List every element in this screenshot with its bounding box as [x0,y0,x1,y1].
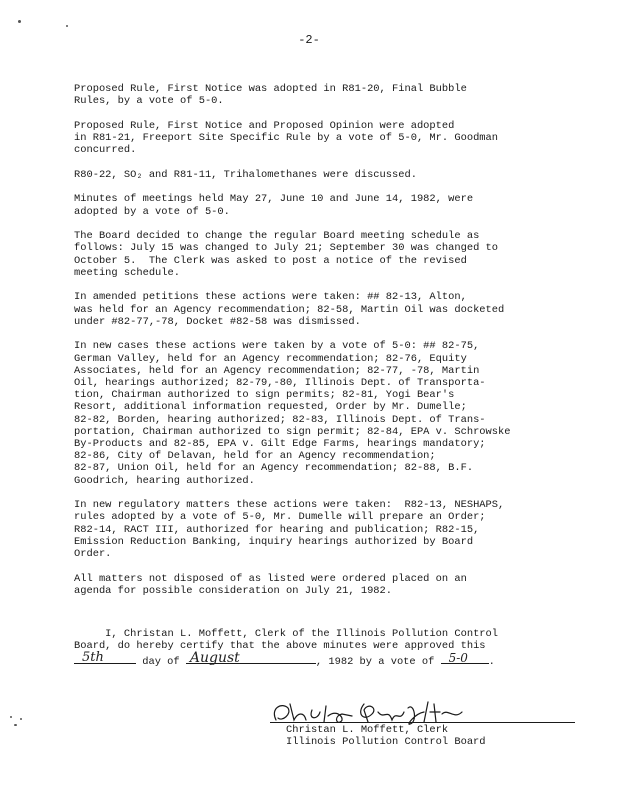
paragraph-line: tion, Chairman authorized to sign permits; 82-81, Yogi Bear's [74,389,455,402]
scan-speck [18,20,21,23]
vote-handwritten: 5-0 [448,651,468,666]
day-handwritten: 5th [82,650,104,666]
paragraph-line: 82-86, City of Delavan, held for an Agency recommendation; [74,450,436,463]
paragraph-line: R82-14, RACT III, authorized for hearing and publication; R82-15, [74,523,480,536]
minutes-paragraph [74,230,574,279]
paragraph-line: rules adopted by a vote of 5-0, Mr. Dumelle will prepare an Order; [74,511,486,524]
month-handwritten: August [189,650,240,667]
paragraph-line: was held for an Agency recommendation; 82-58, Martin Oil was docketed [74,303,505,316]
minutes-paragraph [74,291,574,328]
paragraph-line: Proposed Rule, First Notice was adopted in R81-20, Final Bubble [74,83,467,95]
signatory-name: Christan L. Moffett, Clerk [286,724,449,736]
year-text: , 1982 by a vote of [315,656,441,669]
minutes-paragraph [74,340,574,486]
certification [74,628,574,669]
signatory-organization: Illinois Pollution Control Board [286,736,486,749]
scan-speck [66,25,68,27]
paragraph-line: Goodrich, hearing authorized. [74,474,255,487]
paragraph-line: portation, Chairman authorized to sign permit; 82-84, EPA v. Schrowske [74,425,511,438]
paragraph-line: Minutes of meetings held May 27, June 10 and June 14, 1982, were [74,193,474,206]
day-blank [74,652,136,664]
paragraph-line: agenda for possible consideration on July 21, 1982. [74,584,393,597]
paragraph-line: 82-87, Union Oil, held for an Agency recommendation; 82-88, B.F. [74,462,474,475]
paragraph-line: All matters not disposed of as listed were ordered placed on an [74,572,467,585]
certification-line-1: I, Christan L. Moffett, Clerk of the Illinois Pollution Control [74,628,499,640]
paragraph-line: Resort, additional information requested, Order by Mr. Dumelle; [74,401,467,414]
minutes-paragraph [74,573,574,597]
minutes-body [74,83,574,609]
paragraph-line: in R81-21, Freeport Site Specific Rule by a vote of 5-0, Mr. Goodman [74,132,499,144]
paragraph-line: concurred. [74,144,137,157]
signature-line [270,722,575,723]
scan-speck [14,724,17,726]
page-number: -2- [298,33,320,47]
month-blank [186,650,316,667]
paragraph-line: Proposed Rule, First Notice and Proposed Opinion were adopted [74,119,455,132]
paragraph-line: In amended petitions these actions were taken: ## 82-13, Alton, [74,291,467,304]
paragraph-line: 82-82, Borden, hearing authorized; 82-83, Illinois Dept. of Trans- [74,413,486,426]
paragraph-line: In new regulatory matters these actions were taken: R82-13, NESHAPS, [74,499,505,512]
scan-speck [10,716,12,718]
paragraph-line: By-Products and 82-85, EPA v. Gilt Edge Farms, hearings mandatory; [74,438,486,451]
paragraph-line: Oil, hearings authorized; 82-79,-80, Illinois Dept. of Transporta- [74,377,486,389]
paragraph-line: Rules, by a vote of 5-0. [74,95,224,108]
paragraph-line: meeting schedule. [74,266,181,279]
scan-speck [20,718,22,720]
paragraph-line: follows: July 15 was changed to July 21; September 30 was changed to [74,242,499,255]
end-period: . [488,656,495,669]
paragraph-line: Emission Reduction Banking, inquiry hearings authorized by Board [74,535,474,548]
day-label: day of [136,656,186,669]
minutes-paragraph [74,120,574,157]
paragraph-line: The Board decided to change the regular Board meeting schedule as [74,230,480,243]
paragraph-line: In new cases these actions were taken by a vote of 5-0: ## 82-75, [74,340,480,353]
minutes-paragraph [74,193,574,217]
paragraph-line: R80-22, SO₂ and R81-11, Trihalomethanes were discussed. [74,168,417,181]
paragraph-line: Associates, held for an Agency recommendation; 82-77, -78, Martin [74,364,480,377]
certification-line-3 [74,652,574,668]
paragraph-line: adopted by a vote of 5-0. [74,205,230,218]
paragraph-line: Order. [74,548,112,561]
paragraph-line: under #82-77,-78, Docket #82-58 was dismissed. [74,315,361,328]
minutes-paragraph [74,499,574,560]
minutes-paragraph [74,83,574,107]
minutes-paragraph [74,169,574,181]
paragraph-line: German Valley, held for an Agency recommendation; 82-76, Equity [74,352,467,365]
vote-blank [441,652,489,664]
certification-line-2: Board, do hereby certify that the above minutes were approved this [74,640,486,653]
signatory-name-title [286,724,486,748]
paragraph-line: October 5. The Clerk was asked to post a notice of the revised [74,254,467,267]
